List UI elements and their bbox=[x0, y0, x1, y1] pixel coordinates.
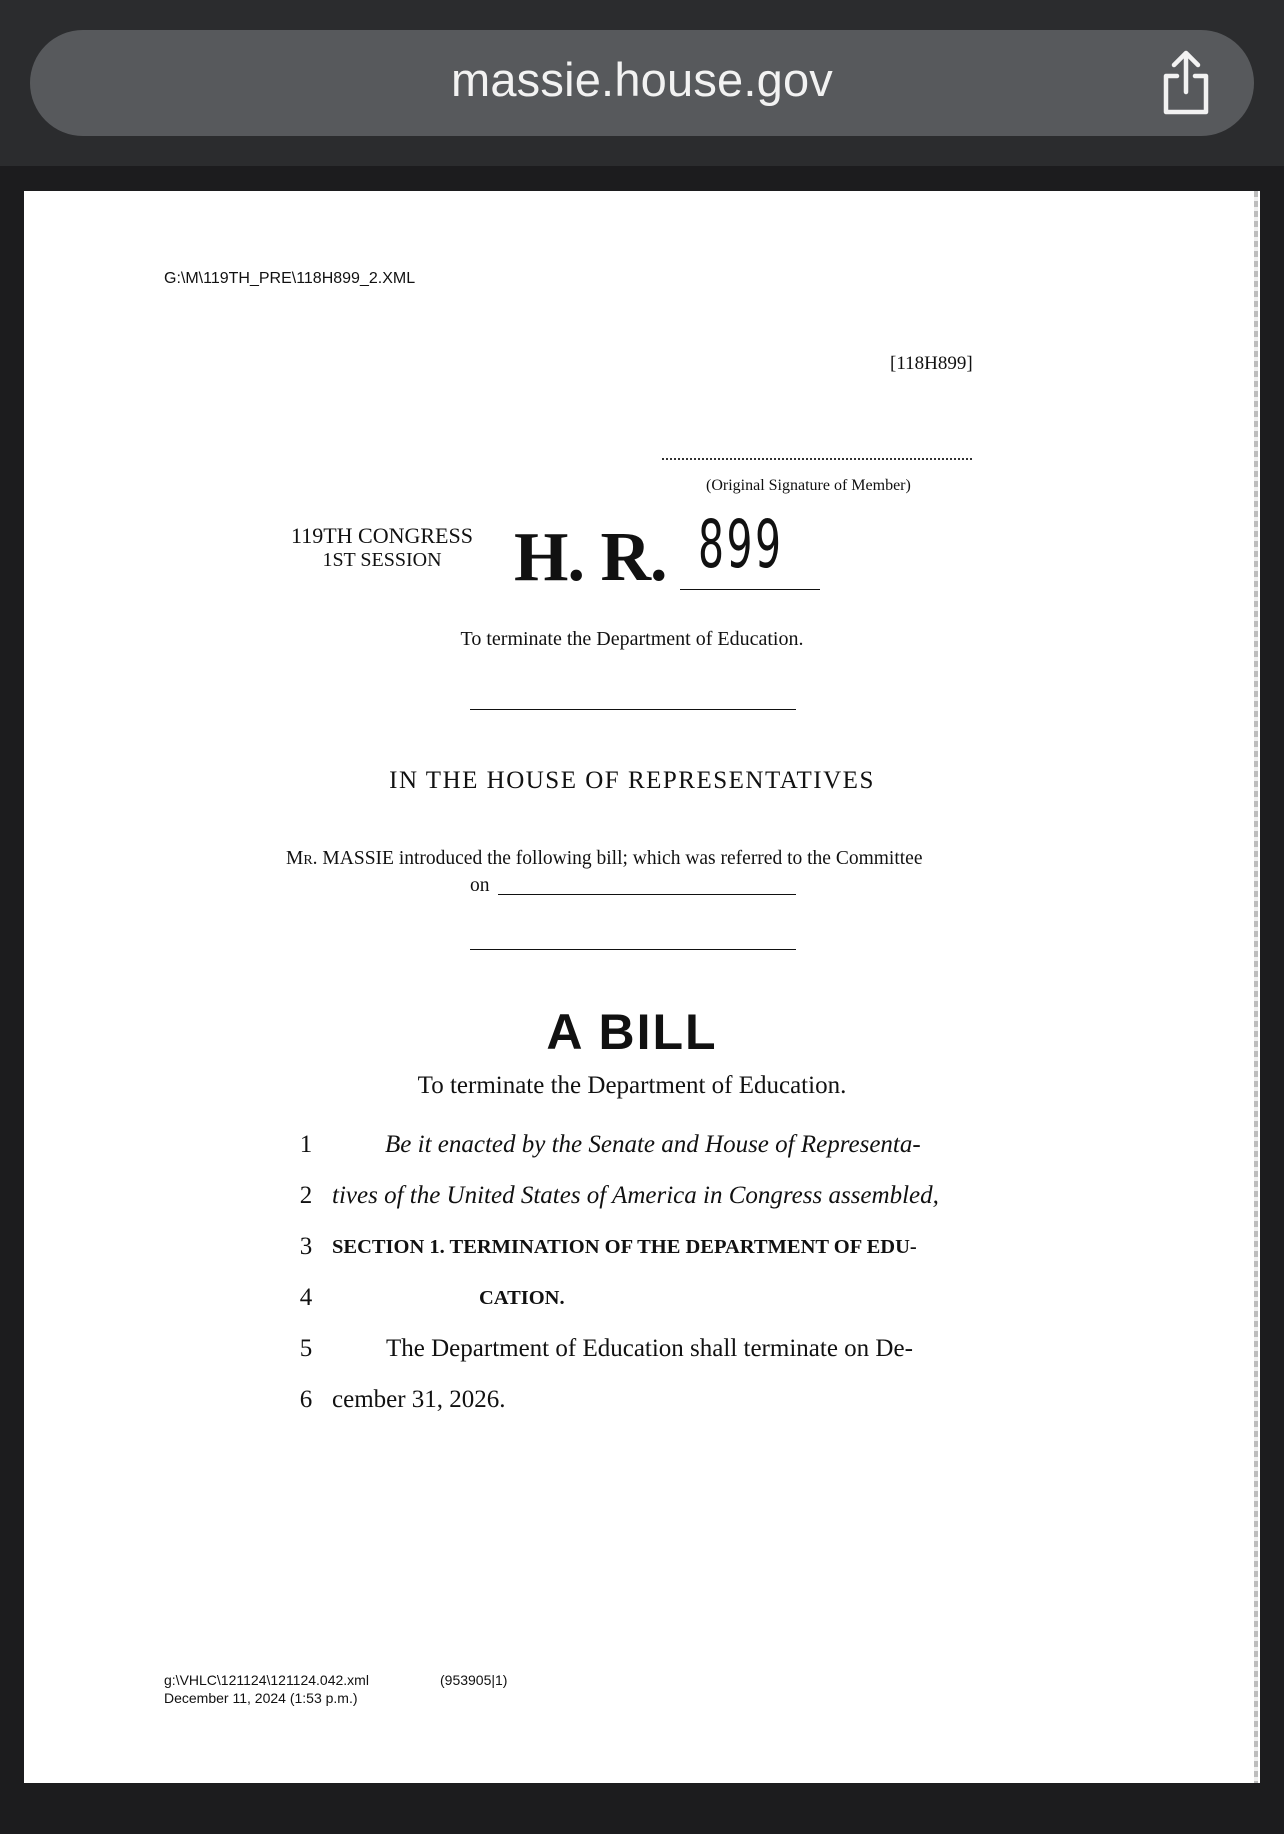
signature-line bbox=[662, 458, 972, 460]
share-icon[interactable] bbox=[1160, 50, 1212, 116]
footer-path: g:\VHLC\121124\121124.042.xml bbox=[164, 1672, 369, 1688]
file-path: G:\M\119TH_PRE\118H899_2.XML bbox=[164, 270, 416, 287]
browser-toolbar bbox=[0, 0, 1284, 166]
divider-bottom bbox=[470, 949, 796, 950]
line-number: 4 bbox=[299, 1284, 313, 1311]
bill-heading: A BILL bbox=[546, 1004, 718, 1060]
footer-id: (953905|1) bbox=[440, 1672, 508, 1688]
session-label: 1ST SESSION bbox=[322, 549, 442, 571]
document-page[interactable] bbox=[24, 191, 1260, 1783]
enacting-clause-line-2: tives of the United States of America in Congress assembled, bbox=[332, 1182, 939, 1209]
introducing-member: Mr. MASSIE bbox=[286, 848, 394, 869]
congress-label: 119TH CONGRESS bbox=[291, 523, 473, 548]
line-number: 1 bbox=[299, 1131, 313, 1158]
page-edge bbox=[1254, 191, 1258, 1783]
url-text[interactable]: massie.house.gov bbox=[450, 53, 834, 106]
section-text-line-1: The Department of Education shall terminate on De- bbox=[386, 1335, 913, 1362]
section-heading-line-1: SECTION 1. TERMINATION OF THE DEPARTMENT OF EDU- bbox=[332, 1236, 917, 1258]
bill-prefix: H. R. bbox=[514, 519, 667, 596]
signature-caption: (Original Signature of Member) bbox=[706, 477, 911, 494]
congress-session bbox=[284, 524, 480, 572]
address-bar[interactable] bbox=[30, 30, 1254, 136]
short-title: To terminate the Department of Education. bbox=[460, 628, 804, 650]
footer-date: December 11, 2024 (1:53 p.m.) bbox=[164, 1690, 358, 1706]
line-number: 5 bbox=[299, 1335, 313, 1362]
introduction-rest: introduced the following bill; which was referred to the Committee bbox=[393, 848, 923, 869]
house-heading: IN THE HOUSE OF REPRESENTATIVES bbox=[389, 767, 875, 794]
bill-code: [118H899] bbox=[890, 353, 973, 374]
long-title: To terminate the Department of Education. bbox=[417, 1072, 847, 1099]
bill-number-underline bbox=[680, 589, 820, 590]
section-heading-line-2: CATION. bbox=[479, 1287, 565, 1309]
divider-top bbox=[470, 709, 796, 710]
introduction-text bbox=[286, 848, 922, 870]
committee-blank-line bbox=[498, 894, 796, 895]
line-number: 3 bbox=[299, 1233, 313, 1260]
committee-on-label: on bbox=[470, 875, 490, 896]
handwritten-bill-number: 899 bbox=[698, 506, 784, 583]
line-number: 6 bbox=[299, 1386, 313, 1413]
line-number: 2 bbox=[299, 1182, 313, 1209]
enacting-clause-line-1: Be it enacted by the Senate and House of Representa- bbox=[385, 1131, 921, 1158]
section-text-line-2: cember 31, 2026. bbox=[332, 1386, 506, 1413]
